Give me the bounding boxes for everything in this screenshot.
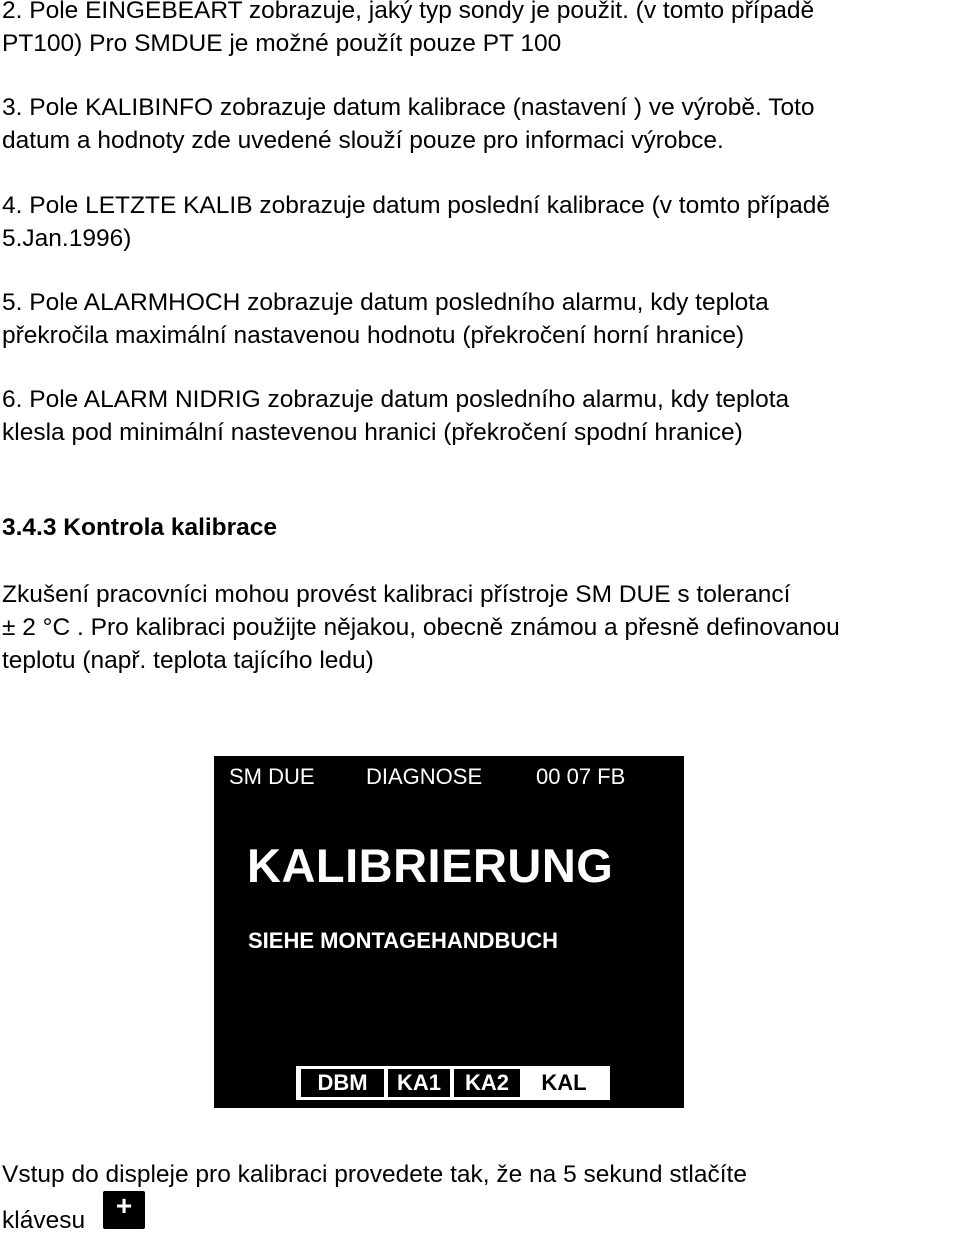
- section-body-line-3: teplotu (např. teplota tajícího ledu): [2, 647, 374, 674]
- paragraph-6-line-2: klesla pod minimální nastevenou hranici (překročení spodní hranice): [2, 419, 743, 446]
- plus-key-symbol: +: [115, 1190, 133, 1221]
- footer-line-1: Vstup do displeje pro kalibraci provedete tak, že na 5 sekund stlačíte: [2, 1161, 747, 1188]
- plus-key-icon: [103, 1191, 145, 1229]
- section-body-line-1: Zkušení pracovníci mohou provést kalibraci přístroje SM DUE s tolerancí: [2, 581, 791, 608]
- display-mode: DIAGNOSE: [366, 764, 483, 789]
- paragraph-5-line-1: 5. Pole ALARMHOCH zobrazuje datum posledního alarmu, kdy teplota: [2, 289, 769, 316]
- paragraph-4-line-2: 5.Jan.1996): [2, 225, 132, 252]
- softkey-ka1: KA1: [388, 1069, 450, 1097]
- paragraph-5-line-2: překročila maximální nastavenou hodnotu (překročení horní hranice): [2, 322, 745, 349]
- paragraph-3-line-2: datum a hodnoty zde uvedené slouží pouze pro informaci výrobce.: [2, 127, 724, 154]
- paragraph-4-line-1: 4. Pole LETZTE KALIB zobrazuje datum poslední kalibrace (v tomto případě: [2, 192, 830, 219]
- paragraph-2-line-2: PT100) Pro SMDUE je možné použít pouze PT 100: [2, 30, 562, 57]
- display-subtitle: SIEHE MONTAGEHANDBUCH: [248, 928, 559, 953]
- softkey-kal: KAL: [524, 1069, 604, 1097]
- display-title: KALIBRIERUNG: [247, 839, 614, 892]
- section-heading: 3.4.3 Kontrola kalibrace: [2, 514, 278, 541]
- paragraph-3-line-1: 3. Pole KALIBINFO zobrazuje datum kalibrace (nastavení ) ve výrobě. Toto: [2, 94, 815, 121]
- softkey-ka2: KA2: [454, 1069, 520, 1097]
- device-display: [214, 756, 684, 1108]
- display-device-name: SM DUE: [229, 764, 315, 789]
- display-code: 00 07 FB: [536, 764, 626, 789]
- paragraph-2-line-1: 2. Pole EINGEBEART zobrazuje, jaký typ sondy je použit. (v tomto případě: [2, 0, 815, 24]
- softkey-dbm: DBM: [301, 1069, 384, 1097]
- paragraph-6-line-1: 6. Pole ALARM NIDRIG zobrazuje datum posledního alarmu, kdy teplota: [2, 386, 790, 413]
- display-softkey-bar: [296, 1066, 610, 1100]
- section-body-line-2: ± 2 °C . Pro kalibraci použijte nějakou, obecně známou a přesně definovanou: [2, 614, 840, 641]
- footer-line-2: klávesu: [2, 1207, 86, 1234]
